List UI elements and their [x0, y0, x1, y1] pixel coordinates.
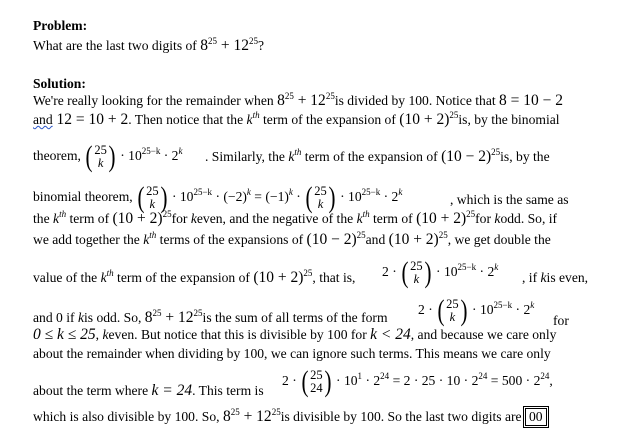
question-math: $8^{25} + 12^{25}$	[200, 36, 258, 54]
solution-line-6: we add together the $k^{th}$ terms of the expansions of $(10 - 2)^{25}and$ $(10 + 2)^{25}$, we get double the	[33, 230, 551, 248]
problem-question: What are the last two digits of $8^{25} + 12^{25}$?	[33, 36, 265, 54]
solution-line-7-math: 2 · ( 25 k ) · $10^{25-k} \cdot 2^k$	[382, 256, 499, 289]
solution-line-11-math: 2 · ( 25 24 ) · $10^1 \cdot 2^{24} = 2 \cdot 25 \cdot 10 \cdot 2^{24} = 500 \cdot 2^{24}$,	[282, 365, 553, 398]
solution-line-3b: . Similarly, the $k^{th}$ term of the expansion of $(10 - 2)^{25}is$, by the	[205, 147, 550, 165]
problem-heading: Problem:	[33, 18, 88, 33]
solution-line-1: We're really looking for the remainder when $8^{25} + 12^{25}is$ divided by 100. Notice that 8 = 10 − 2	[33, 91, 564, 109]
solution-line-8: and 0 if kis odd. So, $8^{25} + 12^{25}is$ the sum of all terms of the form	[33, 308, 388, 326]
solution-line-11: about the term where k = 24. This term is	[33, 382, 264, 399]
solution-line-8b: for	[553, 313, 569, 328]
solution-line-4: binomial theorem, ( 25 k ) · $10^{25-k} \cdot (-2)^k = (-1)^k$ · ( 25 k ) · $10^{25-k} \cdot 2^k$	[33, 181, 403, 214]
solution-line-12: which is also divisible by 100. So, $8^{25} + 12^{25}is$ divisible by 100. So the last two digits are 00	[33, 408, 547, 426]
solution-line-10: about the remainder when dividing by 100, we can ignore such terms. This means we care only	[33, 346, 551, 361]
solution-line-3: theorem, ( 25 k ) · $10^{25-k} \cdot 2^k$	[33, 140, 183, 173]
solution-line-5: the $k^{th}$ term of $(10 + 2)^{25}for$ keven, and the negative of the $k^{th}$ term of $(10 + 2)^{25}for$ kodd. So, if	[33, 209, 558, 227]
answer-box: 00	[525, 408, 547, 426]
solution-line-8-math: 2 · ( 25 k ) · $10^{25-k} \cdot 2^k$	[418, 294, 535, 327]
solution-line-7b: , if kis even,	[522, 270, 589, 285]
question-text: What are the last two digits of	[33, 38, 201, 53]
solution-line-7: value of the $k^{th}$ term of the expansion of $(10 + 2)^{25}$, that is,	[33, 268, 356, 286]
solution-line-4b: , which is the same as	[450, 192, 569, 207]
solution-line-2: and 12 = 10 + 2. Then notice that the $k^{th}$ term of the expansion of $(10 + 2)^{25}is$, by the binomial	[33, 110, 560, 128]
solution-line-9: 0 ≤ k ≤ 25, keven. But notice that this is divisible by 100 for k < 24, and because we care only	[33, 326, 557, 343]
binomial-coefficient: ( 25 k )	[85, 140, 116, 173]
solution-heading: Solution:	[33, 76, 86, 91]
